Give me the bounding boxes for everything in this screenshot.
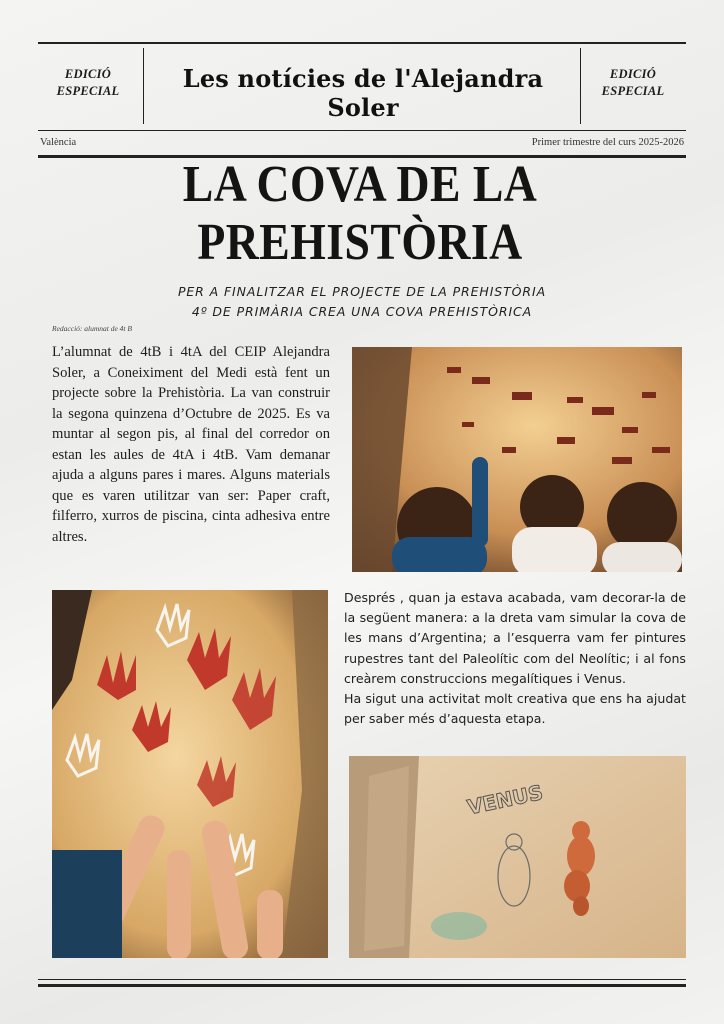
photo-children-cave-paintings	[352, 347, 682, 572]
subheadline-line-1: PER A FINALITZAR EL PROJECTE DE LA PREHISTÒRIA	[177, 284, 547, 299]
photo-hand-prints	[52, 590, 328, 958]
headline-line-1: LA COVA DE LA	[182, 156, 538, 213]
bottom-rule-thin	[38, 979, 686, 980]
masthead-divider-right	[580, 48, 581, 124]
edition-badge-right	[583, 66, 683, 100]
edition-badge-left	[38, 66, 138, 100]
byline: Redacció: alumnat de 4t B	[52, 324, 132, 333]
headline-line-2: PREHISTÒRIA	[197, 214, 523, 271]
article-paragraph-2: Després , quan ja estava acabada, vam decorar-la de la següent manera: a la dreta vam simular la cova de les mans d’Argentina; a l’esquerra vam fer pintures rupestres tant del Paleolític com del Neolític; i al fons creàrem construccions megalítiques i Venus.	[344, 590, 686, 686]
edition-badge-left-text: EDICIÓ ESPECIAL	[56, 67, 120, 98]
bottom-rule-thick	[38, 984, 686, 987]
newspaper-title: Les notícies de l'Alejandra Soler	[182, 64, 544, 122]
article-continuation	[344, 588, 686, 729]
subheadline	[140, 282, 584, 322]
article-paragraph-1: L’alumnat de 4tB i 4tA del CEIP Alejandra Soler, a Coneiximent del Medi està fent un projecte sobre la Prehistòria. La van construir la segona quinzena d’Octubre de 2025. Es va muntar al segon pis, al final del corredor on estan les aules de 4tA i 4tB. Vam demanar ajuda a alguns pares i mares. Alguns materials que es varen utilitzar van ser: Paper craft, filferro, xurros de piscina, cinta adhesiva entre altres.	[52, 344, 330, 545]
masthead-bottom-rule	[38, 130, 686, 131]
masthead-divider-left	[143, 48, 144, 124]
venus-label: VENUS	[465, 780, 546, 820]
main-headline	[96, 156, 624, 272]
subheadline-line-2: 4º DE PRIMÀRIA CREA UNA COVA PREHISTÒRICA	[191, 304, 533, 319]
top-rule	[38, 42, 686, 44]
photo-venus-figure	[349, 756, 686, 958]
edition-badge-right-text: EDICIÓ ESPECIAL	[601, 67, 665, 98]
article-paragraph-3: Ha sigut una activitat molt creativa que ens ha ajudat per saber més d’aquesta etapa.	[344, 691, 686, 727]
location-label: València	[40, 137, 77, 148]
period-label: Primer trimestre del curs 2025-2026	[531, 137, 684, 148]
